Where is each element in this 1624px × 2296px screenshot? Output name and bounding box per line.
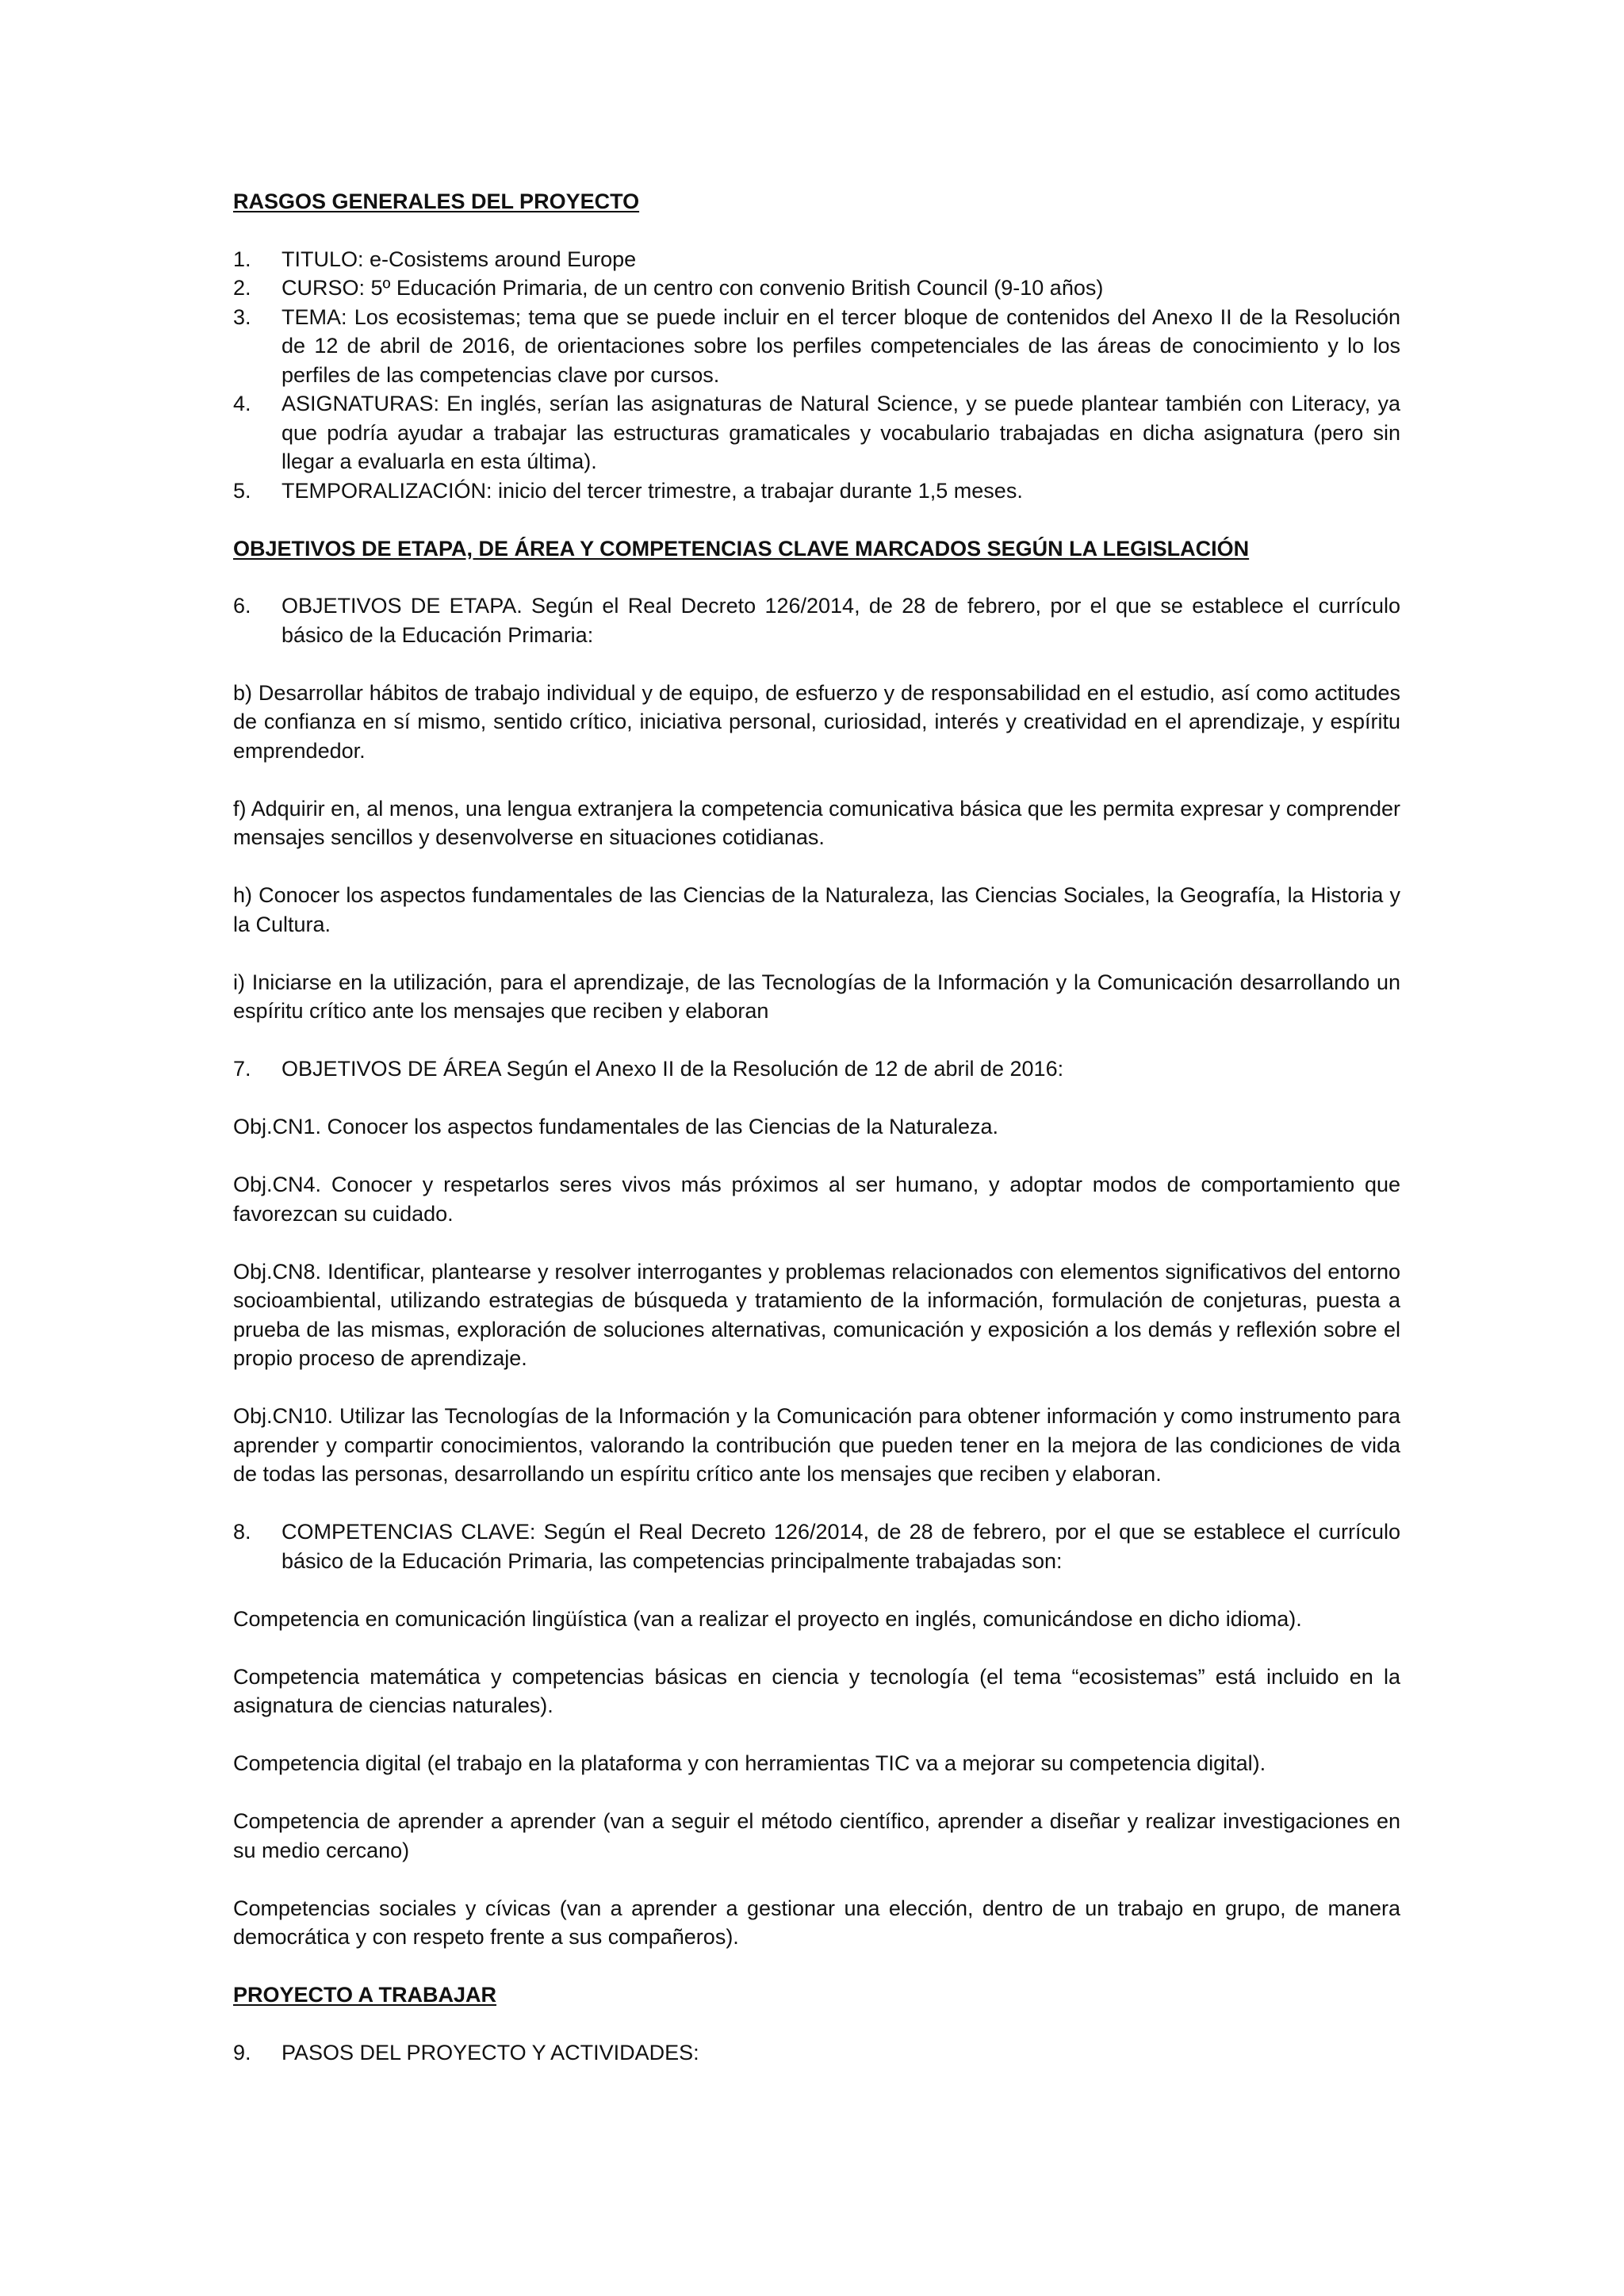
section-heading-general: RASGOS GENERALES DEL PROYECTO [233, 189, 640, 213]
list-item-stage-objectives [233, 591, 1400, 649]
area-objective-cn4: Obj.CN4. Conocer y respetarlos seres vivos más próximos al ser humano, y adoptar modos de comportamiento que favorezcan su cuidado. [233, 1173, 1400, 1226]
stage-objective-b: b) Desarrollar hábitos de trabajo individual y de equipo, de esfuerzo y de responsabilidad en el estudio, así como actitudes de confianza en sí mismo, sentido crítico, iniciativa personal, curiosidad, interés y creatividad en el aprendizaje, y espíritu emprendedor. [233, 680, 1400, 763]
area-objective-cn8: Obj.CN8. Identificar, plantearse y resolver interrogantes y problemas relacionados con elementos significativos del entorno socioambiental, utilizando estrategias de búsqueda y tratamiento de la información, formulación de conjeturas, puesta a prueba de las mismas, exploración de soluciones alternativas, comunicación y exposición a los demás y reflexión sobre el propio proceso de aprendizaje. [233, 1259, 1400, 1370]
area-objective-cn10: Obj.CN10. Utilizar las Tecnologías de la Información y la Comunicación para obtener información y como instrumento para aprender y compartir conocimientos, valorando la contribución que pueden tener en la mejora de las condiciones de vida de todas las personas, desarrollando un espíritu crítico ante los mensajes que reciben y elaboran. [233, 1404, 1400, 1486]
list-number: 1. [233, 247, 251, 271]
list-text: PASOS DEL PROYECTO Y ACTIVIDADES: [282, 2040, 699, 2064]
list-item-timing [233, 476, 1400, 506]
stage-objective-f: f) Adquirir en, al menos, una lengua extranjera la competencia comunicativa básica que les permita expresar y comprender mensajes sencillos y desenvolverse en situaciones cotidianas. [233, 796, 1400, 849]
competence-digital: Competencia digital (el trabajo en la plataforma y con herramientas TIC va a mejorar su competencia digital). [233, 1751, 1266, 1775]
list-number: 2. [233, 276, 251, 300]
list-text: TEMPORALIZACIÓN: inicio del tercer trimestre, a trabajar durante 1,5 meses. [282, 478, 1023, 503]
list-number: 8. [233, 1520, 251, 1544]
list-item-title [233, 245, 1400, 274]
area-objective-cn1: Obj.CN1. Conocer los aspectos fundamentales de las Ciencias de la Naturaleza. [233, 1115, 999, 1138]
list-item-key-competences [233, 1517, 1400, 1575]
list-item-topic [233, 303, 1400, 390]
competence-math-science: Competencia matemática y competencias básicas en ciencia y tecnología (el tema “ecosistemas” está incluido en la asignatura de ciencias naturales). [233, 1664, 1400, 1717]
list-text: COMPETENCIAS CLAVE: Según el Real Decreto 126/2014, de 28 de febrero, por el que se establece el currículo básico de la Educación Primaria, las competencias principalmente trabajadas son: [282, 1520, 1400, 1573]
list-text: TEMA: Los ecosistemas; tema que se puede incluir en el tercer bloque de contenidos del Anexo II de la Resolución de 12 de abril de 2016, de orientaciones sobre los perfiles competenciales de las áreas de conocimiento y lo los perfiles de las competencias clave por cursos. [282, 304, 1400, 387]
list-number: 3. [233, 304, 251, 329]
list-text: OBJETIVOS DE ÁREA Según el Anexo II de la Resolución de 12 de abril de 2016: [282, 1057, 1064, 1081]
list-number: 5. [233, 478, 251, 503]
document-page [233, 187, 1400, 2067]
list-item-area-objectives [233, 1054, 1400, 1084]
list-number: 9. [233, 2040, 251, 2064]
list-number: 7. [233, 1057, 251, 1081]
list-number: 6. [233, 594, 251, 618]
list-text: CURSO: 5º Educación Primaria, de un centro con convenio British Council (9-10 años) [282, 276, 1104, 300]
stage-objective-h: h) Conocer los aspectos fundamentales de las Ciencias de la Naturaleza, las Ciencias Sociales, la Geografía, la Historia y la Cultura. [233, 883, 1400, 936]
list-text: TITULO: e-Cosistems around Europe [282, 247, 637, 271]
list-text: ASIGNATURAS: En inglés, serían las asignaturas de Natural Science, y se puede plantear también con Literacy, ya que podría ayudar a trabajar las estructuras gramaticales y vocabulario trabajadas en dicha asignatura (pero sin llegar a evaluarla en esta última). [282, 392, 1400, 473]
section-heading-objectives: OBJETIVOS DE ETAPA, DE ÁREA Y COMPETENCIAS CLAVE MARCADOS SEGÚN LA LEGISLACIÓN [233, 536, 1250, 561]
competence-social: Competencias sociales y cívicas (van a aprender a gestionar una elección, dentro de un trabajo en grupo, de manera democrática y con respeto frente a sus compañeros). [233, 1896, 1400, 1949]
list-item-subjects [233, 389, 1400, 476]
competence-learning: Competencia de aprender a aprender (van a seguir el método científico, aprender a diseñar y realizar investigaciones en su medio cercano) [233, 1809, 1400, 1862]
general-list [233, 245, 1400, 506]
list-text: OBJETIVOS DE ETAPA. Según el Real Decreto 126/2014, de 28 de febrero, por el que se establece el currículo básico de la Educación Primaria: [282, 594, 1400, 647]
list-number: 4. [233, 392, 251, 415]
section-heading-project: PROYECTO A TRABAJAR [233, 1983, 497, 2007]
list-item-project-steps [233, 2038, 1400, 2068]
competence-linguistic: Competencia en comunicación lingüística (van a realizar el proyecto en inglés, comunicándose en dicho idioma). [233, 1606, 1302, 1631]
list-item-course [233, 274, 1400, 303]
stage-objective-i: i) Iniciarse en la utilización, para el aprendizaje, de las Tecnologías de la Información y la Comunicación desarrollando un espíritu crítico ante los mensajes que reciben y elaboran [233, 970, 1400, 1023]
